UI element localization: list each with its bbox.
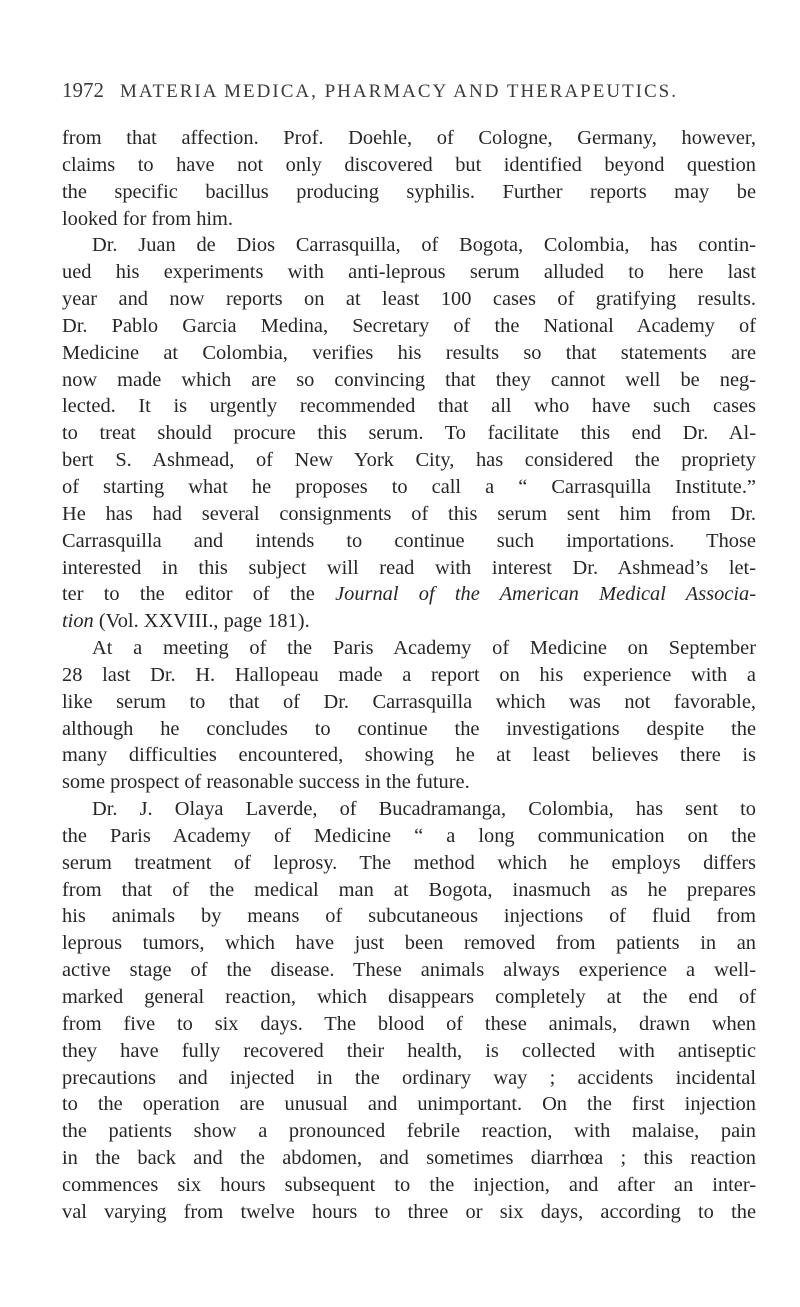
- text-line: [62, 689, 756, 716]
- text-line: [62, 286, 756, 313]
- line-text: bert S. Ashmead, of New York City, has considered the propriety: [62, 449, 756, 472]
- text-line: [62, 179, 756, 206]
- text-line: [62, 1199, 756, 1226]
- line-text: val varying from twelve hours to three or six days, according to the: [62, 1200, 756, 1223]
- text-line: [62, 1091, 756, 1118]
- text-line: [62, 152, 756, 179]
- line-text: Dr. J. Olaya Laverde, of Bucadramanga, Colombia, has sent to: [92, 798, 756, 821]
- line-text: in the back and the abdomen, and sometimes diarrhœa ; this reaction: [62, 1147, 756, 1170]
- text-line: [62, 1011, 756, 1038]
- line-text: the specific bacillus producing syphilis. Further reports may be: [62, 180, 756, 203]
- line-text: now made which are so convincing that they cannot well be neg-: [62, 368, 756, 391]
- text-line: [62, 393, 756, 420]
- text-line: [62, 1038, 756, 1065]
- text-line: [62, 903, 756, 930]
- line-text: his animals by means of subcutaneous injections of fluid from: [62, 905, 756, 928]
- line-text: to the operation are unusual and unimportant. On the first injection: [62, 1093, 756, 1116]
- line-text: At a meeting of the Paris Academy of Medicine on September: [92, 637, 756, 660]
- line-text: the Paris Academy of Medicine “ a long communication on the: [62, 824, 756, 847]
- text-line: [62, 232, 756, 259]
- line-text: like serum to that of Dr. Carrasquilla which was not favorable,: [62, 690, 756, 713]
- italic-text: Journal of the American Medical Associa-: [335, 583, 756, 606]
- line-text: marked general reaction, which disappears completely at the end of: [62, 986, 756, 1008]
- line-text: lected. It is urgently recommended that all who have such cases: [62, 395, 756, 418]
- text-line: [62, 823, 756, 850]
- text-line: [62, 716, 756, 743]
- line-text: active stage of the disease. These animals always experience a well-: [62, 959, 756, 982]
- line-text: Dr. Juan de Dios Carrasquilla, of Bogota, Colombia, has contin-: [92, 234, 756, 257]
- line-text: some prospect of reasonable success in the future.: [62, 771, 470, 794]
- text-line: [62, 367, 756, 394]
- text-line: [62, 259, 756, 286]
- text-line: [62, 528, 756, 555]
- line-text: although he concludes to continue the investigations despite the: [62, 717, 756, 740]
- italic-text: tion: [62, 610, 94, 633]
- line-text: serum treatment of leprosy. The method which he employs differs: [62, 851, 756, 874]
- text-line: [62, 742, 756, 769]
- line-text: of starting what he proposes to call a “ Carrasquilla Institute.”: [62, 475, 756, 498]
- line-text: from that affection. Prof. Doehle, of Cologne, Germany, however,: [62, 127, 756, 149]
- text-line: [62, 662, 756, 689]
- text-line: [62, 796, 756, 823]
- line-text: year and now reports on at least 100 cases of gratifying results.: [62, 288, 756, 311]
- line-text: precautions and injected in the ordinary way ; accidents incidental: [62, 1066, 756, 1089]
- text-line: [62, 984, 756, 1011]
- text-line: [62, 474, 756, 501]
- text-line: [62, 206, 756, 233]
- text-line: [62, 930, 756, 957]
- text-line: [62, 555, 756, 582]
- text-line: [62, 957, 756, 984]
- running-head: [62, 78, 752, 108]
- text-line: [62, 420, 756, 447]
- running-head-title: MATERIA MEDICA, PHARMACY AND THERAPEUTICS.: [120, 81, 678, 102]
- line-text: Medicine at Colombia, verifies his results so that statements are: [62, 341, 756, 364]
- line-text: many difficulties encountered, showing he at least believes there is: [62, 744, 756, 767]
- line-text: ter to the editor of the: [62, 583, 336, 606]
- line-text: 28 last Dr. H. Hallopeau made a report on his experience with a: [62, 663, 756, 686]
- text-line: [62, 501, 756, 528]
- text-line: [62, 581, 756, 608]
- text-line: [62, 769, 756, 796]
- text-line: [62, 608, 756, 635]
- text-line: [62, 1065, 756, 1092]
- page-number: 1972: [62, 78, 104, 102]
- text-line: [62, 125, 756, 152]
- line-text: Carrasquilla and intends to continue such importations. Those: [62, 529, 756, 552]
- text-line: [62, 1172, 756, 1199]
- line-text: interested in this subject will read with interest Dr. Ashmead’s let-: [62, 556, 756, 579]
- text-line: [62, 877, 756, 904]
- body-text: [62, 125, 756, 1226]
- text-line: [62, 1145, 756, 1172]
- line-text: ued his experiments with anti-leprous serum alluded to here last: [62, 261, 756, 284]
- line-text: He has had several consignments of this serum sent him from Dr.: [62, 502, 756, 525]
- line-text: they have fully recovered their health, is collected with antiseptic: [62, 1039, 756, 1062]
- line-text: Dr. Pablo Garcia Medina, Secretary of the National Academy of: [62, 314, 756, 337]
- line-text: the patients show a pronounced febrile reaction, with malaise, pain: [62, 1120, 756, 1143]
- text-line: [62, 635, 756, 662]
- line-text: to treat should procure this serum. To facilitate this end Dr. Al-: [62, 422, 756, 445]
- text-line: [62, 340, 756, 367]
- text-line: [62, 850, 756, 877]
- line-text: (Vol. XXVIII., page 181).: [93, 610, 310, 633]
- text-line: [62, 447, 756, 474]
- line-text: from five to six days. The blood of these animals, drawn when: [62, 1012, 756, 1035]
- line-text: from that of the medical man at Bogota, inasmuch as he prepares: [62, 878, 756, 901]
- line-text: commences six hours subsequent to the injection, and after an inter-: [62, 1173, 756, 1196]
- line-text: looked for from him.: [62, 207, 234, 230]
- text-line: [62, 1118, 756, 1145]
- line-text: leprous tumors, which have just been removed from patients in an: [62, 932, 756, 955]
- line-text: claims to have not only discovered but identified beyond question: [62, 153, 756, 176]
- text-line: [62, 313, 756, 340]
